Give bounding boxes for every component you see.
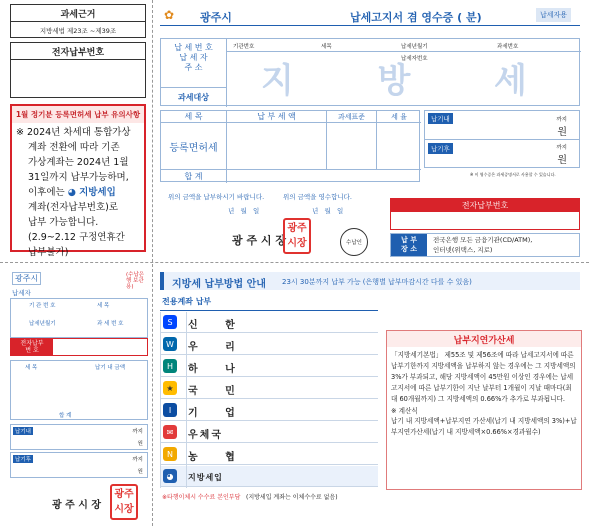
due-after-won: 원 xyxy=(557,155,567,166)
stub-due-in-won: 원 xyxy=(137,441,143,447)
bank-row-woori: W 우 리 xyxy=(160,334,378,355)
col-rate: 세 율 xyxy=(377,111,421,123)
shinhan-logo-icon: S xyxy=(163,315,177,329)
pay-place-text: 전국은행 모든 금융기관(CD/ATM), 인터넷(위택스, 지로) xyxy=(433,236,533,254)
item-label: 세목 xyxy=(321,44,332,50)
col-amount: 납 부 세 액 xyxy=(227,111,327,123)
bank-row-shinhan: S 신 한 xyxy=(160,312,378,333)
receiver-stamp: 수납인 xyxy=(340,228,368,256)
receipt-city: 광주시 xyxy=(200,11,232,24)
stub-copy-label: (수납은행 보관용) xyxy=(126,272,145,290)
post-logo-icon: ✉ xyxy=(163,425,177,439)
date-2: 년 월 일 xyxy=(312,207,344,215)
kb-logo-icon: ★ xyxy=(163,381,177,395)
copy-label: 납세자용 xyxy=(536,8,571,22)
stub-period: 과 세 번 호 xyxy=(97,321,124,327)
col-standard: 과세표준 xyxy=(327,111,377,123)
due-in-label: 납기내 xyxy=(428,113,453,124)
watermark-text: 지 방 세 xyxy=(261,61,547,101)
payment-header xyxy=(160,272,580,290)
pay-place xyxy=(390,233,580,257)
penalty-box xyxy=(386,330,582,490)
year-month-label: 납세년월기 xyxy=(401,44,428,50)
cut-line-horizontal xyxy=(0,262,589,263)
tax-basis-title: 과세근거 xyxy=(11,5,145,22)
taxpayer-no-label: 납세자번호 xyxy=(401,56,428,62)
stub-city: 광주시 xyxy=(12,272,41,285)
nh-logo-icon: N xyxy=(163,447,177,461)
e-payment-title: 전자납부번호 xyxy=(11,43,145,60)
receipt-title: 납세고지서 겸 영수증 ( 분) xyxy=(350,11,482,24)
tax-name: 등록면허세 xyxy=(161,123,227,169)
hana-logo-icon: H xyxy=(163,359,177,373)
stub-taxpayer: 납세자 xyxy=(12,289,31,297)
bank-row-local: ◕ 지방세입 xyxy=(160,466,378,487)
notice-box xyxy=(10,104,146,258)
bank-row-hana: H 하 나 xyxy=(160,356,378,377)
stub-col-amount: 납기 내 금액 xyxy=(95,365,126,371)
receipt-epay-box xyxy=(390,198,580,230)
ibk-logo-icon: I xyxy=(163,403,177,417)
stub-due-in-until: 까지 xyxy=(132,429,143,435)
bank-row-kb: ★ 국 민 xyxy=(160,378,378,399)
wetax-logo-icon: ◕ xyxy=(67,187,77,198)
bank-row-ibk: I 기 업 xyxy=(160,400,378,421)
pay-place-label: 납 부 장 소 xyxy=(391,234,427,256)
stub-total: 합 계 xyxy=(59,413,72,419)
stub-signer: 광 주 시 장 xyxy=(52,500,102,511)
receipt-text: 위의 금액을 영수합니다. xyxy=(283,193,352,201)
woori-logo-icon: W xyxy=(163,337,177,351)
tax-amount-table xyxy=(160,110,420,182)
receipt-epay-title: 전자납부번호 xyxy=(391,199,579,212)
period-label: 과세번호 xyxy=(497,44,519,50)
footer-note-2: (지방세입 계좌는 이체수수료 없음) xyxy=(246,494,338,501)
taxpayer-label: 납 세 번 호 납 세 자 주 소 xyxy=(161,39,227,87)
notice-title: 1월 정기분 등록면허세 납부 유의사항 xyxy=(12,106,144,123)
tax-basis-box xyxy=(10,4,146,38)
stub-epay xyxy=(10,338,148,356)
city-emblem-icon: ✿ xyxy=(164,8,175,22)
tax-basis-value: 지방세법 제23조 ~제39조 xyxy=(39,26,117,35)
due-box xyxy=(424,110,580,168)
penalty-title: 납부지연가산세 xyxy=(387,331,581,347)
taxpayer-info-grid xyxy=(160,38,580,106)
payment-header-title: 지방세 납부방법 안내 xyxy=(172,279,266,290)
date-1: 년 월 일 xyxy=(228,207,260,215)
penalty-calc-title: ※ 계산식 xyxy=(391,407,418,415)
receipt-header xyxy=(160,6,580,26)
e-payment-box xyxy=(10,42,146,98)
col-item: 세 목 xyxy=(161,111,227,123)
penalty-calc: 납기 내 지방세액+납부지연 가산세(납기 내 지방세액의 3%)+납부지연가산세(납기 내 지방세액×0.66%×경과월수) xyxy=(391,417,577,436)
pay-text: 위의 금액을 납부하시기 바랍니다. xyxy=(168,193,265,201)
total-label: 합 계 xyxy=(161,169,227,183)
stub-item: 세 목 xyxy=(97,303,110,309)
account-title: 전용계좌 납부 xyxy=(162,297,212,306)
penalty-body: 「지방세기본법」 제55조 및 제56조에 따라 납세고지서에 따른 납부기한까지 지방세액을 납부하지 않는 경우에는 그 지방세액의 3%가 부과되고, 해당 지방세액이 45만원 이상인 경우에는 납세고지서에 따른 납부기한이 지난 날부터 1개월이 지날 때마다(최대 60개월까지) 그 지방세액의 0.66%가 추가로 부과됩니다. xyxy=(391,351,576,403)
notice-body: ※ 2024년 차세대 통합가상 계좌 전환에 따라 기존 가상계좌는 2024년 1월 31일까지 납부가능하며, 이후에는 ◕ 지방세입 계좌(전자납부번호)로 납부 가능합니다. (2.9~2.12 구정연휴간 납부불가) xyxy=(16,127,131,258)
receipt-signer: 광 주 시 장 xyxy=(232,234,286,247)
stub-epay-label: 전자납부 번 호 xyxy=(11,339,53,355)
stub-due-after: 납기후 xyxy=(15,457,31,463)
due-after-until: 까지 xyxy=(556,145,567,151)
wetax-icon: ◕ xyxy=(163,469,177,483)
cut-line-vertical xyxy=(152,0,153,526)
payment-header-note: 23시 30분까지 납부 가능 (은행별 납부마감시간 다를 수 있음) xyxy=(282,278,472,286)
due-in-until: 까지 xyxy=(556,117,567,123)
stub-org-no: 기 관 번 호 xyxy=(29,303,56,309)
bank-row-nh: N 농 협 xyxy=(160,444,378,465)
due-after-label: 납기후 xyxy=(428,143,453,154)
due-in-won: 원 xyxy=(557,127,567,138)
tax-object-label: 과세대상 xyxy=(161,87,227,107)
stub-due-after-won: 원 xyxy=(137,469,143,475)
stub-year-month: 납세년월기 xyxy=(29,321,56,327)
footer-note: ※타행이체시 수수료 본인부담 xyxy=(162,494,241,501)
stub-seal-icon: 광주 시장 xyxy=(110,484,138,520)
stub xyxy=(10,270,148,520)
official-seal-icon: 광주 시장 xyxy=(283,218,311,254)
stub-due-in: 납기내 xyxy=(15,429,31,435)
stub-col-item: 세 목 xyxy=(25,365,38,371)
receipt-note: ※ 이 영수증은 과세증명서로 사용할 수 있습니다. xyxy=(470,172,556,177)
org-no-label: 기관번호 xyxy=(233,44,255,50)
bank-row-post: ✉ 우체국 xyxy=(160,422,378,443)
stub-due-after-until: 까지 xyxy=(132,457,143,463)
